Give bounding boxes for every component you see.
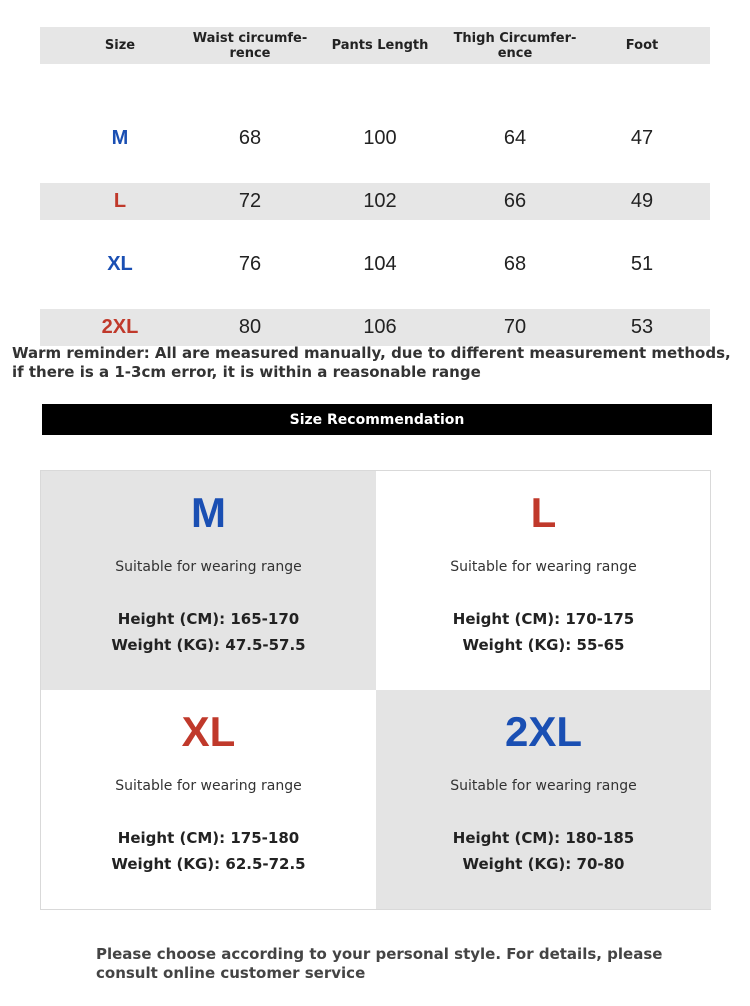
header-foot: Foot [625,38,659,53]
table-row [40,246,710,283]
size-label: L [113,190,127,212]
size-card-m [41,471,376,690]
size-label: XL [107,253,133,275]
foot-value: 49 [630,190,654,212]
card-weight: Weight (KG): 47.5-57.5 [111,636,306,654]
header-pants-length: Pants Length [331,38,429,53]
warm-reminder-text: Warm reminder: All are measured manually, due to different measurement methods, if there is a 1-3cm error, it is within a reasonable range [12,344,731,381]
thigh-value: 66 [503,190,527,212]
length-value: 100 [363,127,397,149]
waist-value: 80 [238,316,262,338]
waist-value: 72 [238,190,262,212]
thigh-value: 68 [503,253,527,275]
size-card-xl [41,690,376,909]
card-weight: Weight (KG): 55-65 [462,636,625,654]
size-card-l [376,471,711,690]
card-height: Height (CM): 165-170 [117,610,300,628]
foot-value: 51 [630,253,654,275]
header-waist: Waist circumfe- rence [192,30,308,61]
foot-value: 53 [630,316,654,338]
size-chart-table [40,27,710,346]
size-label: 2XL [101,316,139,338]
card-weight: Weight (KG): 70-80 [462,855,625,873]
table-row [40,120,710,157]
size-card-2xl [376,690,711,909]
size-recommendation-banner: Size Recommendation [42,404,712,435]
card-size-label: XL [181,708,236,755]
thigh-value: 64 [503,127,527,149]
card-suitable-text: Suitable for wearing range [450,559,637,575]
table-row [40,183,710,220]
foot-value: 47 [630,127,654,149]
length-value: 102 [363,190,397,212]
card-suitable-text: Suitable for wearing range [450,778,637,794]
waist-value: 68 [238,127,262,149]
size-recommendation-grid [40,470,711,910]
header-thigh: Thigh Circumfer- ence [453,30,577,61]
header-size: Size [104,38,136,53]
length-value: 106 [363,316,397,338]
length-value: 104 [363,253,397,275]
size-label: M [111,127,129,149]
card-height: Height (CM): 180-185 [452,829,635,847]
thigh-value: 70 [503,316,527,338]
card-suitable-text: Suitable for wearing range [115,778,302,794]
card-suitable-text: Suitable for wearing range [115,559,302,575]
card-size-label: M [191,489,226,536]
card-height: Height (CM): 175-180 [117,829,300,847]
card-height: Height (CM): 170-175 [452,610,635,628]
table-header-row [40,27,710,64]
table-row [40,309,710,346]
waist-value: 76 [238,253,262,275]
card-size-label: L [530,489,557,536]
card-weight: Weight (KG): 62.5-72.5 [111,855,306,873]
card-size-label: 2XL [504,708,583,755]
footer-note: Please choose according to your personal style. For details, please consult online customer service [96,945,663,982]
